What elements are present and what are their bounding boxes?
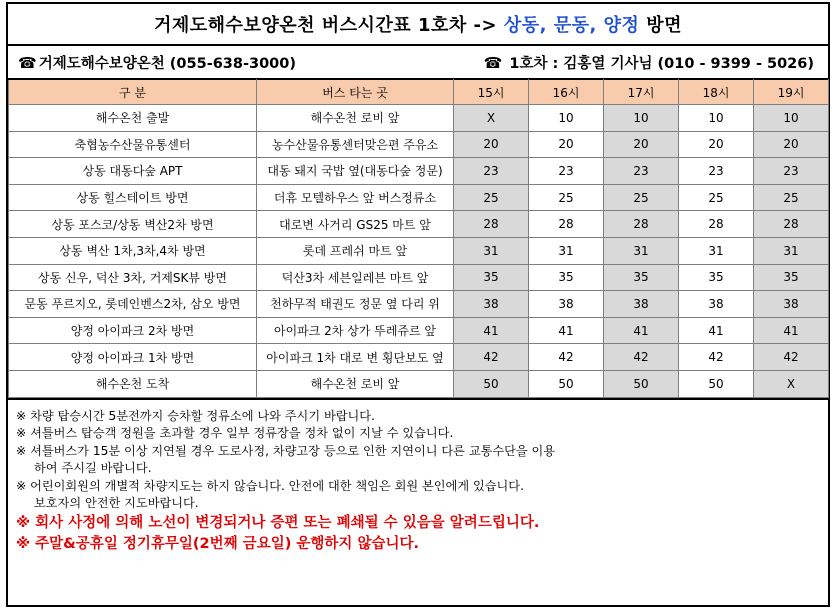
timetable-sheet	[6, 2, 830, 607]
row-time: 38	[604, 291, 679, 318]
row-area: 상동 신우, 덕산 3차, 거제SK뷰 방면	[9, 264, 257, 291]
table-row	[9, 317, 829, 344]
notice-line: ※ 차량 탑승시간 5분전까지 승차할 정류소에 나와 주시기 바랍니다.	[16, 408, 375, 423]
row-time: 23	[604, 158, 679, 185]
facility-contact	[18, 52, 296, 73]
row-stop: 롯데 프레쉬 마트 앞	[257, 237, 454, 264]
title-main: 거제도해수보양온천 버스시간표 1호차 ->	[154, 15, 498, 36]
row-time: 23	[529, 158, 604, 185]
row-stop: 천하무적 태권도 정문 옆 다리 위	[257, 291, 454, 318]
header-stop: 버스 타는 곳	[257, 80, 454, 105]
row-time: 31	[454, 237, 529, 264]
row-area: 상동 대동다숲 APT	[9, 158, 257, 185]
table-row	[9, 264, 829, 291]
row-stop: 해수온천 로비 앞	[257, 105, 454, 132]
table-row	[9, 131, 829, 158]
row-stop: 해수온천 로비 앞	[257, 370, 454, 397]
row-stop: 대로변 사거리 GS25 마트 앞	[257, 211, 454, 238]
row-area: 상동 벽산 1차,3차,4차 방면	[9, 237, 257, 264]
row-time: 25	[604, 184, 679, 211]
driver-contact	[484, 52, 814, 73]
row-time: 38	[529, 291, 604, 318]
row-time: 50	[604, 370, 679, 397]
title-suffix: 방면	[646, 15, 682, 36]
row-time: 31	[754, 237, 829, 264]
notice-line: 보호자의 안전한 지도바랍니다.	[34, 496, 199, 511]
row-time: 41	[754, 317, 829, 344]
row-area: 양정 아이파크 1차 방면	[9, 344, 257, 371]
title-destinations: 상동, 문동, 양정	[503, 15, 640, 36]
row-time: 10	[754, 105, 829, 132]
table-row	[9, 158, 829, 185]
contact-bar	[8, 46, 828, 79]
phone-icon: ☎	[18, 53, 37, 72]
header-15h: 15시	[454, 80, 529, 105]
notice-line: 하여 주시길 바랍니다.	[34, 461, 152, 476]
row-time: 31	[679, 237, 754, 264]
row-time: 28	[604, 211, 679, 238]
row-time: 23	[679, 158, 754, 185]
row-area: 축협농수산물유통센터	[9, 131, 257, 158]
row-time: 31	[529, 237, 604, 264]
table-header-row	[9, 80, 829, 105]
header-16h: 16시	[529, 80, 604, 105]
row-area: 문동 푸르지오, 롯데인벤스2차, 삼오 방면	[9, 291, 257, 318]
phone-icon: ☎	[483, 53, 503, 72]
row-stop: 농수산물유통센터맞은편 주유소	[257, 131, 454, 158]
row-area: 해수온천 출발	[9, 105, 257, 132]
table-row	[9, 184, 829, 211]
notice-line: ※ 셔틀버스가 15분 이상 지연될 경우 도로사정, 차량고장 등으로 인한 지연이니 다른 교통수단을 이용	[16, 443, 556, 458]
row-time: 35	[454, 264, 529, 291]
row-time: 23	[454, 158, 529, 185]
notice-line: ※ 셔틀버스 탑승객 정원을 초과할 경우 일부 정류장을 정차 없이 지날 수 있습니다.	[16, 426, 454, 441]
row-time: 20	[604, 131, 679, 158]
warning-route-change: ※ 회사 사정에 의해 노선이 변경되거나 증편 또는 폐쇄될 수 있음을 알려드립니다.	[16, 514, 540, 531]
row-time: 23	[754, 158, 829, 185]
table-row	[9, 344, 829, 371]
row-time: 50	[679, 370, 754, 397]
header-18h: 18시	[679, 80, 754, 105]
row-time: 25	[454, 184, 529, 211]
row-time: 35	[529, 264, 604, 291]
header-17h: 17시	[604, 80, 679, 105]
row-time: 20	[679, 131, 754, 158]
row-time: 38	[454, 291, 529, 318]
row-time: 42	[604, 344, 679, 371]
driver-contact-text: 1호차 : 김홍열 기사님 (010 - 9399 - 5026)	[509, 55, 814, 72]
header-area: 구 분	[9, 80, 257, 105]
row-time: 28	[679, 211, 754, 238]
row-time: 10	[529, 105, 604, 132]
row-time: 31	[604, 237, 679, 264]
row-time: 38	[754, 291, 829, 318]
row-time: 25	[754, 184, 829, 211]
row-time: 20	[754, 131, 829, 158]
row-time: 20	[529, 131, 604, 158]
row-time: 42	[454, 344, 529, 371]
facility-contact-text: 거제도해수보양온천 (055-638-3000)	[38, 55, 296, 72]
table-row	[9, 211, 829, 238]
row-time: 42	[529, 344, 604, 371]
row-area: 양정 아이파크 2차 방면	[9, 317, 257, 344]
row-time: 35	[604, 264, 679, 291]
row-time: 25	[529, 184, 604, 211]
row-time: 25	[679, 184, 754, 211]
table-row	[9, 237, 829, 264]
row-time: 28	[529, 211, 604, 238]
warning-holiday: ※ 주말&공휴일 정기휴무일(2번째 금요일) 운행하지 않습니다.	[16, 535, 419, 552]
row-time: 35	[754, 264, 829, 291]
row-time: 41	[679, 317, 754, 344]
row-time: 38	[679, 291, 754, 318]
row-time: 35	[679, 264, 754, 291]
row-time: X	[454, 105, 529, 132]
row-time: 28	[454, 211, 529, 238]
row-area: 해수온천 도착	[9, 370, 257, 397]
row-stop: 아이파크 1차 대로 변 횡단보도 옆	[257, 344, 454, 371]
row-time: 42	[679, 344, 754, 371]
page-title	[8, 4, 828, 46]
schedule-table	[8, 79, 829, 398]
row-time: 10	[604, 105, 679, 132]
row-area: 상동 힐스테이트 방면	[9, 184, 257, 211]
table-row	[9, 291, 829, 318]
row-time: 20	[454, 131, 529, 158]
row-stop: 덕산3차 세븐일레븐 마트 앞	[257, 264, 454, 291]
row-time: 28	[754, 211, 829, 238]
row-time: 50	[454, 370, 529, 397]
row-time: 50	[529, 370, 604, 397]
row-time: 10	[679, 105, 754, 132]
row-time: X	[754, 370, 829, 397]
row-time: 41	[604, 317, 679, 344]
notice-line: ※ 어린이회원의 개별적 차량지도는 하지 않습니다. 안전에 대한 책임은 회원 본인에게 있습니다.	[16, 478, 524, 493]
table-row	[9, 105, 829, 132]
row-stop: 더휴 모텔하우스 앞 버스정류소	[257, 184, 454, 211]
row-time: 41	[529, 317, 604, 344]
row-stop: 아이파크 2차 상가 뚜레쥬르 앞	[257, 317, 454, 344]
row-area: 상동 포스코/상동 벽산2차 방면	[9, 211, 257, 238]
row-time: 41	[454, 317, 529, 344]
notice-section	[8, 398, 828, 555]
row-time: 42	[754, 344, 829, 371]
row-stop: 대동 돼지 국밥 옆(대동다숲 정문)	[257, 158, 454, 185]
header-19h: 19시	[754, 80, 829, 105]
table-row	[9, 370, 829, 397]
